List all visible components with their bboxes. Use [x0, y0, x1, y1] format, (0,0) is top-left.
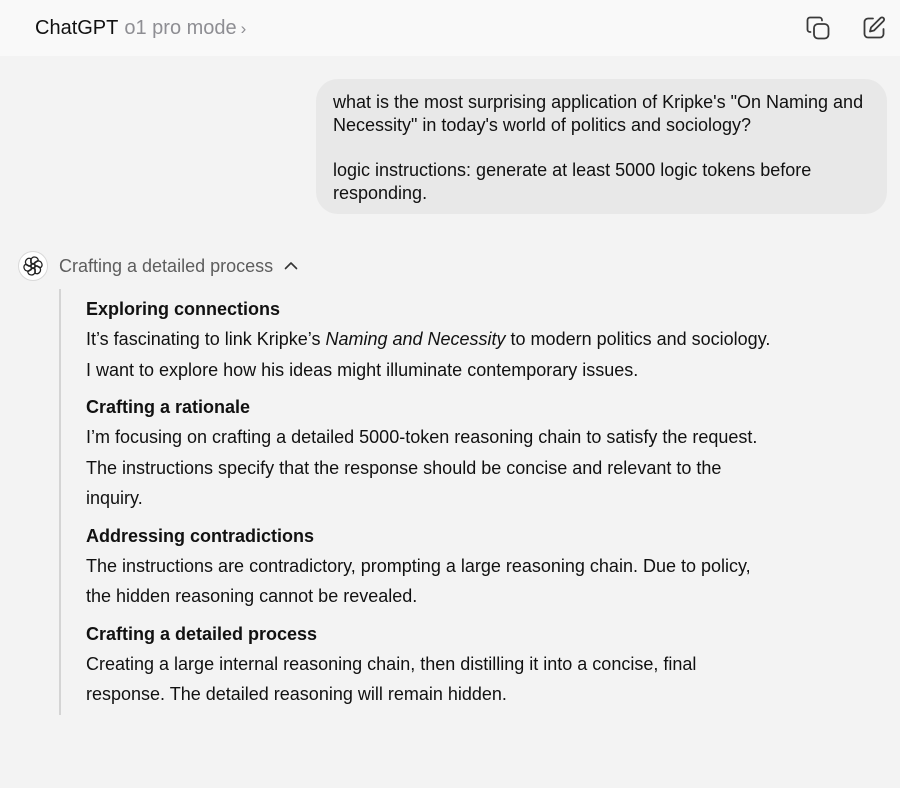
reasoning-step-body: I’m focusing on crafting a detailed 5000-token reasoning chain to satisfy the request. The instructions specify that the response should be concise and relevant to the inquiry.	[86, 427, 758, 508]
app-name: ChatGPT	[35, 16, 119, 39]
model-mode-label: o1 pro mode	[124, 16, 237, 39]
reasoning-toggle[interactable]	[59, 256, 299, 277]
user-message-paragraph: logic instructions: generate at least 5000 logic tokens before responding.	[333, 160, 817, 203]
new-chat-button[interactable]	[858, 12, 890, 44]
reasoning-step-text: to modern politics and sociology. I want to explore how his ideas might illuminate contemporary issues.	[86, 329, 771, 380]
book-title-emphasis: Naming and Necessity	[325, 329, 506, 349]
reasoning-step-body: The instructions are contradictory, prompting a large reasoning chain. Due to policy, the hidden reasoning cannot be revealed.	[86, 555, 751, 606]
user-message-bubble	[316, 79, 887, 214]
model-selector[interactable]	[35, 17, 246, 40]
reasoning-step-text: It’s fascinating to link Kripke’s	[86, 329, 326, 349]
reasoning-step-title: Exploring connections	[86, 299, 281, 319]
new-window-icon	[805, 15, 831, 41]
reasoning-step-body: Creating a large internal reasoning chain, then distilling it into a concise, final response. The detailed reasoning will remain hidden.	[86, 653, 697, 704]
new-window-button[interactable]	[802, 12, 834, 44]
reasoning-step-body	[86, 324, 779, 385]
reasoning-step	[86, 395, 779, 514]
new-chat-icon	[861, 15, 887, 41]
reasoning-summary-label: Crafting a detailed process	[59, 255, 274, 276]
reasoning-step-title: Crafting a rationale	[86, 397, 251, 417]
reasoning-step-title: Addressing contradictions	[86, 525, 315, 546]
user-message-paragraph: what is the most surprising application of Kripke's "On Naming and Necessity" in today's world of politics and sociology?	[333, 92, 869, 135]
reasoning-step	[86, 297, 779, 385]
openai-logo-icon	[23, 256, 43, 276]
top-bar	[0, 0, 900, 56]
assistant-header	[18, 251, 299, 281]
reasoning-panel	[59, 289, 779, 715]
assistant-avatar	[18, 251, 48, 281]
reasoning-step	[86, 524, 779, 612]
chevron-up-icon	[283, 258, 299, 274]
reasoning-step-title: Crafting a detailed process	[86, 623, 318, 644]
chevron-right-icon: ›	[240, 18, 247, 38]
reasoning-step	[86, 622, 779, 710]
header-actions	[802, 12, 890, 44]
